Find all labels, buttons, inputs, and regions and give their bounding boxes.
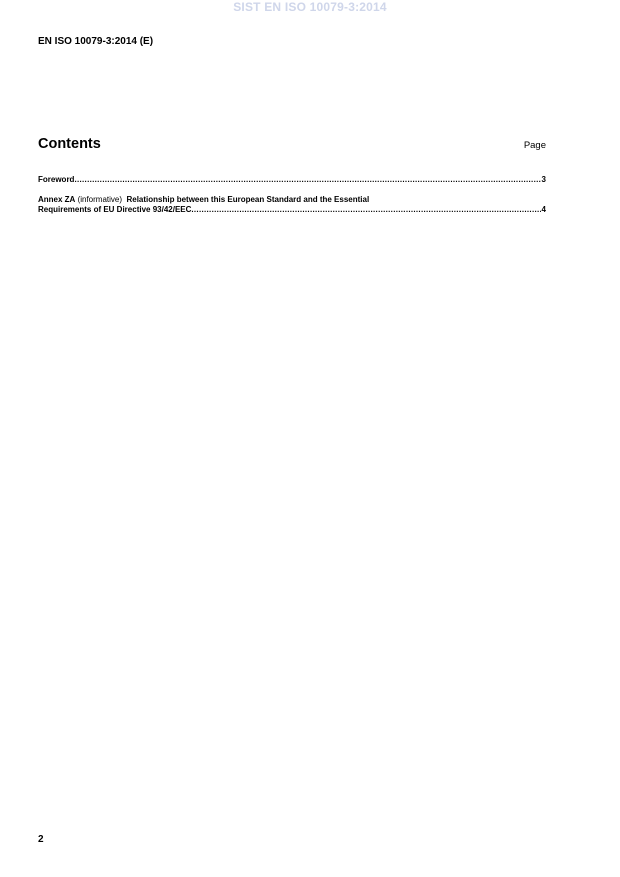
toc-entry-title: Relationship between this European Standard and the Essential (126, 195, 370, 204)
toc-entry-prefix: Annex ZA (38, 195, 76, 204)
toc-entry-foreword[interactable] (38, 175, 546, 185)
page-column-label: Page (523, 140, 546, 151)
page-number: 2 (38, 834, 44, 845)
toc-entry-page: 3 (541, 175, 546, 184)
document-id: EN ISO 10079-3:2014 (E) (38, 36, 154, 47)
toc-entry-title: Foreword (38, 175, 75, 184)
toc-entry-annex-za[interactable] (38, 195, 546, 215)
toc-entry-qualifier: (informative) (75, 195, 127, 204)
contents-heading: Contents (38, 136, 101, 152)
toc-leader-dots (74, 175, 540, 185)
toc-leader-dots (191, 205, 540, 215)
watermark: SIST EN ISO 10079-3:2014 (233, 0, 387, 14)
toc-entry-title-continued: Requirements of EU Directive 93/42/EEC (38, 205, 192, 214)
toc-entry-page: 4 (541, 205, 546, 214)
